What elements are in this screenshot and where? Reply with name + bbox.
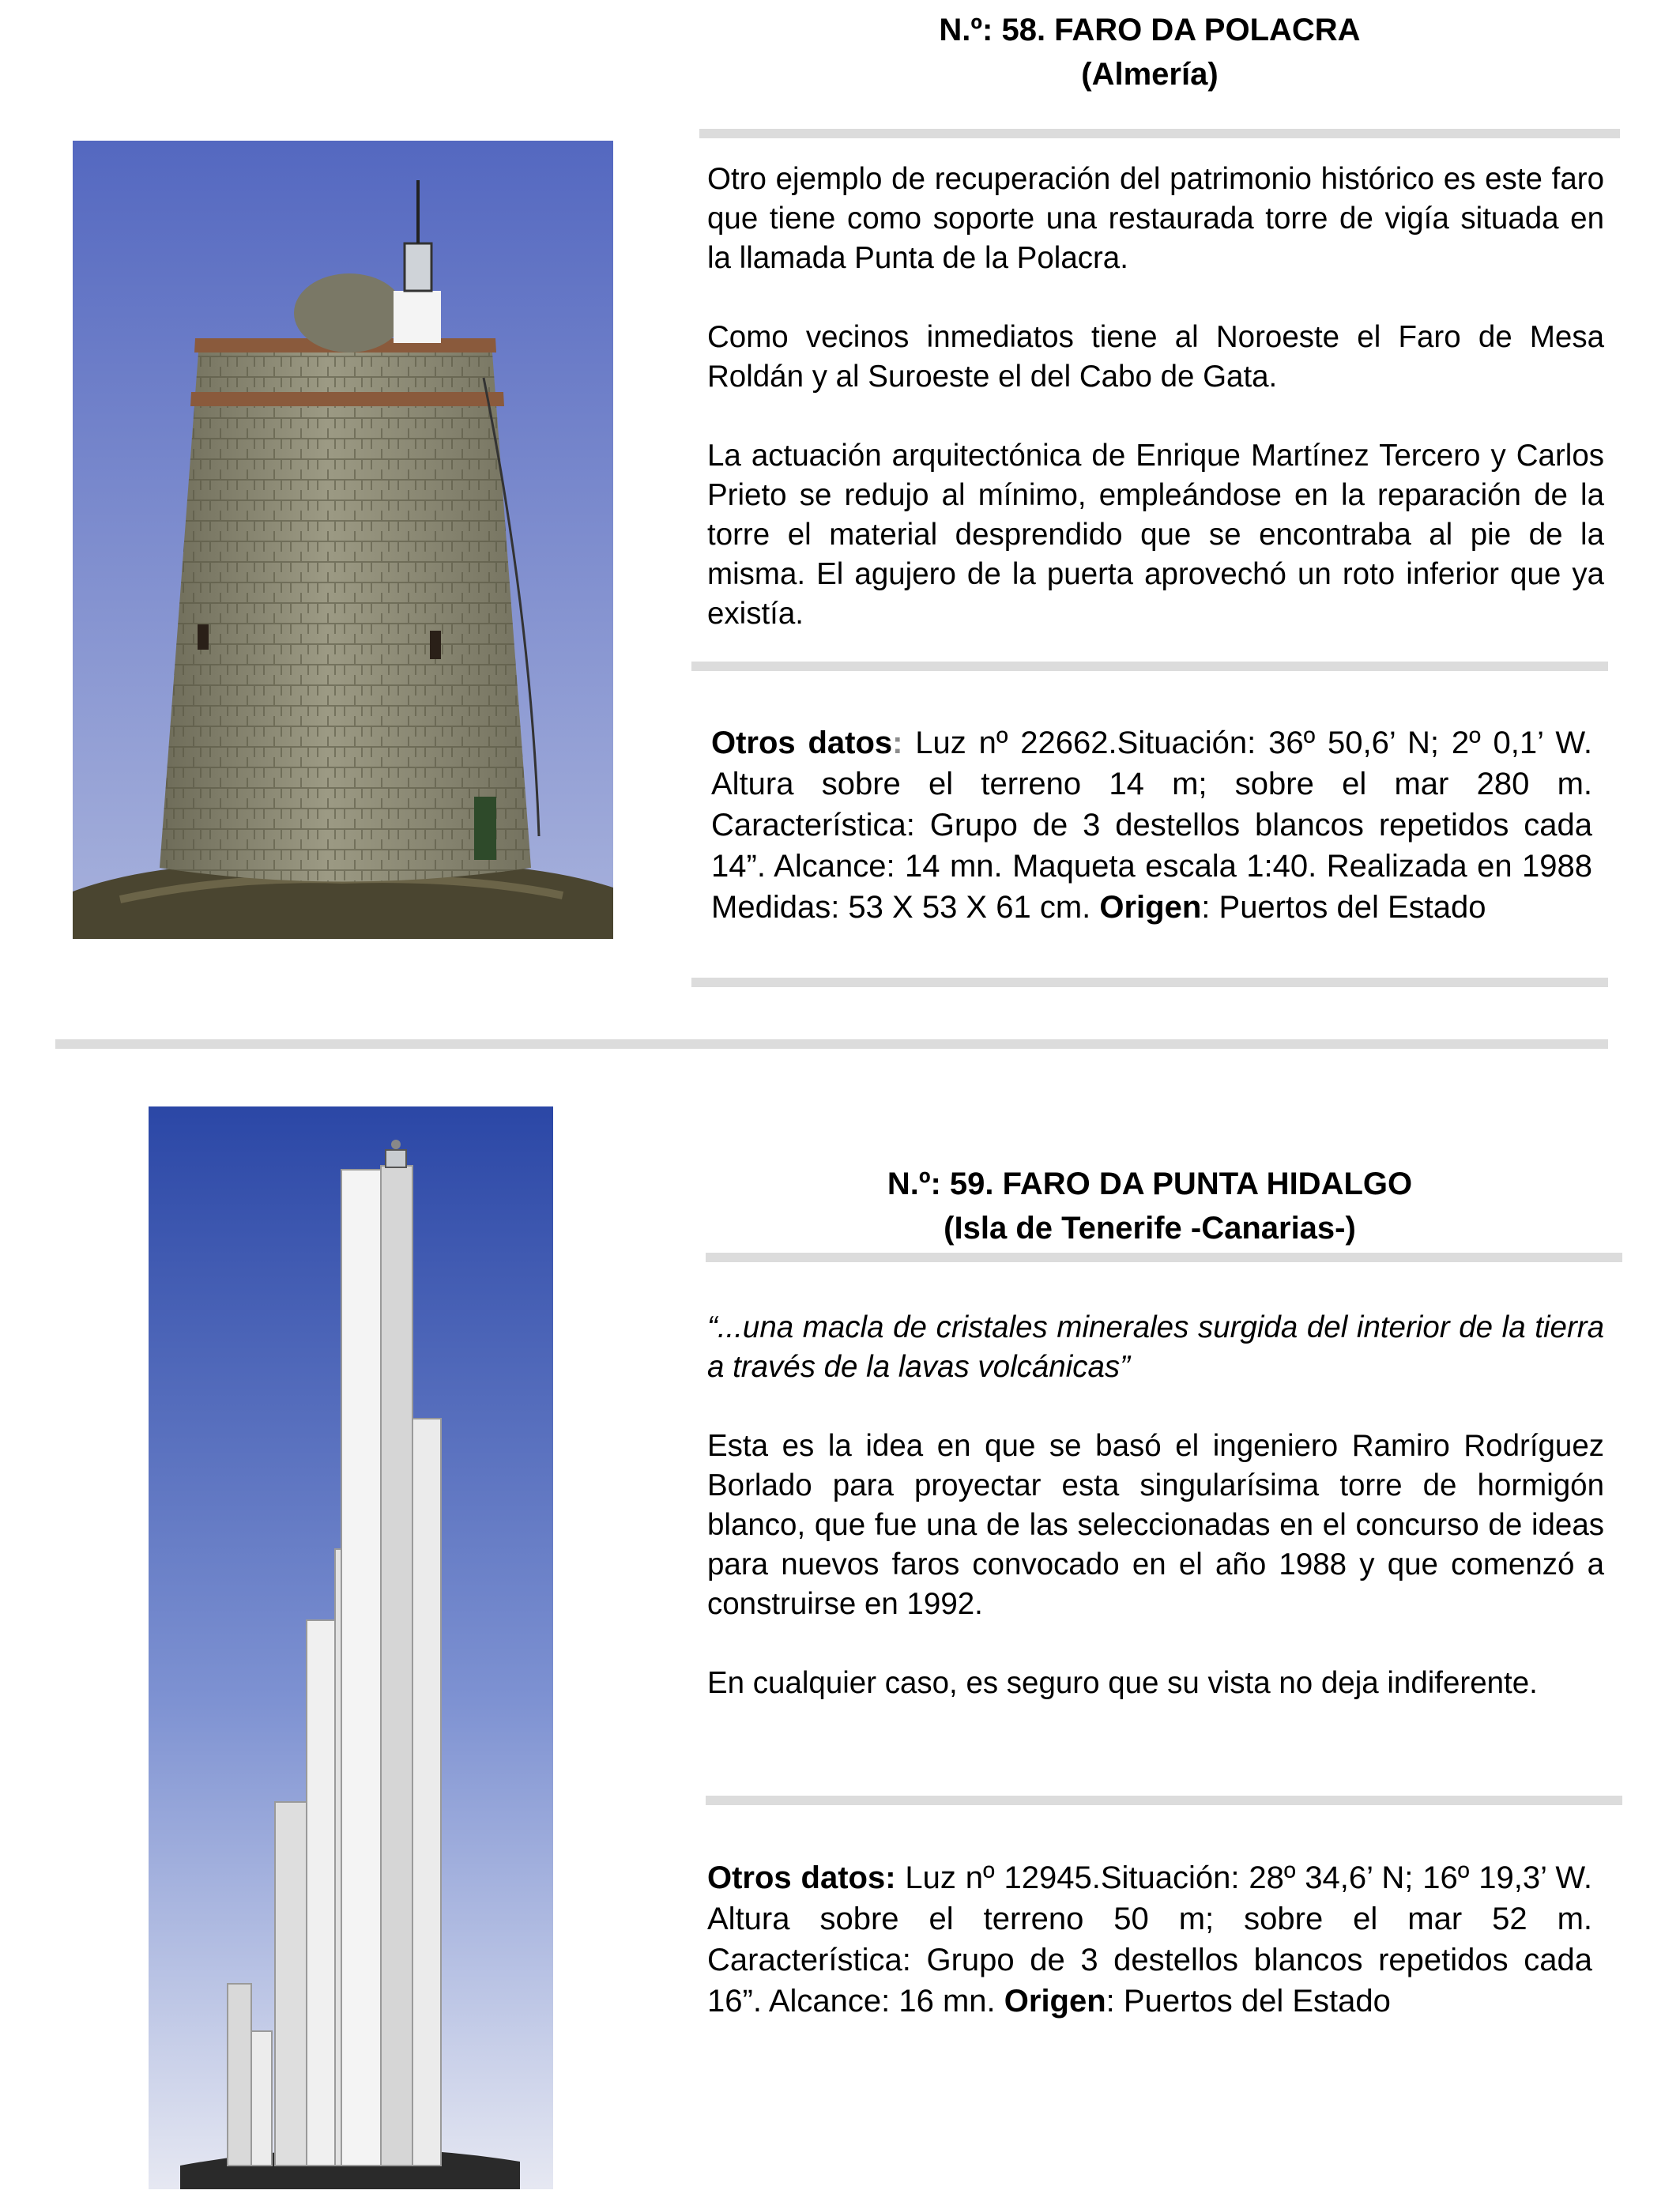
- entry1-datos-label: Otros datos: [711, 726, 893, 760]
- entry2-location-line: (Isla de Tenerife -Canarias-): [944, 1211, 1356, 1246]
- entry1-photo: [73, 141, 613, 939]
- entry1-location-line: (Almería): [1081, 57, 1219, 92]
- entry1-number-line: N.º: 58. FARO DA POLACRA: [939, 13, 1361, 47]
- entry2-datos-label: Otros datos:: [707, 1860, 896, 1895]
- entry2-description: [707, 1308, 1604, 1703]
- entry2-quote: “...una macla de cristales minerales surgida del interior de la tierra a través de la lavas volcánicas”: [707, 1310, 1604, 1384]
- entry1-description: [707, 160, 1604, 634]
- entry1-origen-text: : Puertos del Estado: [1201, 890, 1486, 925]
- entry1-origen-label: Origen: [1099, 890, 1202, 925]
- entry2-otros-datos: [707, 1857, 1592, 2022]
- entry1-rule-middle: [691, 662, 1608, 671]
- entry2-origen-text: : Puertos del Estado: [1106, 1984, 1391, 2019]
- entry1-paragraph-3: La actuación arquitectónica de Enrique Martínez Tercero y Carlos Prieto se redujo al mínimo, empleándose en la reparación de la torre el material desprendido que se encontraba al pie de la misma. El agujero de la puerta aprovechó un roto inferior que ya existía.: [707, 439, 1604, 631]
- entry1-rule-bottom: [691, 978, 1608, 987]
- section-divider: [55, 1039, 1608, 1049]
- entry2-number-line: N.º: 59. FARO DA PUNTA HIDALGO: [887, 1167, 1413, 1201]
- entry1-datos-colon: :: [892, 726, 903, 760]
- entry2-title: [695, 1162, 1604, 1250]
- entry1-rule-top: [699, 129, 1620, 138]
- entry2-photo: [149, 1106, 553, 2189]
- entry1-paragraph-1: Otro ejemplo de recuperación del patrimonio histórico es este faro que tiene como soporte una restaurada torre de vigía situada en la llamada Punta de la Polacra.: [707, 162, 1604, 275]
- entry1-datos-text: Luz nº 22662.Situación: 36º 50,6’ N; 2º 0,1’ W. Altura sobre el terreno 14 m; sobre el mar 280 m. Característica: Grupo de 3 destellos blancos repetidos cada 14”. Alcance: 14 mn. Maqueta escala 1:40. Realizada en 1988 Medidas: 53 X 53 X 61 cm.: [711, 726, 1592, 925]
- entry1-otros-datos: [711, 722, 1592, 928]
- entry2-paragraph-2: En cualquier caso, es seguro que su vista no deja indiferente.: [707, 1666, 1538, 1700]
- entry2-rule-middle: [706, 1796, 1622, 1805]
- entry2-paragraph-1: Esta es la idea en que se basó el ingeniero Ramiro Rodríguez Borlado para proyectar esta singularísima torre de hormigón blanco, que fue una de las seleccionadas en el concurso de ideas para nuevos faros convocado en el año 1988 y que comenzó a construirse en 1992.: [707, 1429, 1604, 1621]
- entry1-title: [695, 8, 1604, 96]
- entry1-paragraph-2: Como vecinos inmediatos tiene al Noroeste el Faro de Mesa Roldán y al Suroeste el del Cabo de Gata.: [707, 320, 1604, 394]
- entry2-origen-label: Origen: [1004, 1984, 1106, 2019]
- entry2-datos-text: Luz nº 12945.Situación: 28º 34,6’ N; 16º 19,3’ W. Altura sobre el terreno 50 m; sobre el mar 52 m. Característica: Grupo de 3 destellos blancos repetidos cada 16”. Alcance: 16 mn.: [707, 1860, 1593, 2019]
- entry2-rule-top: [706, 1253, 1622, 1262]
